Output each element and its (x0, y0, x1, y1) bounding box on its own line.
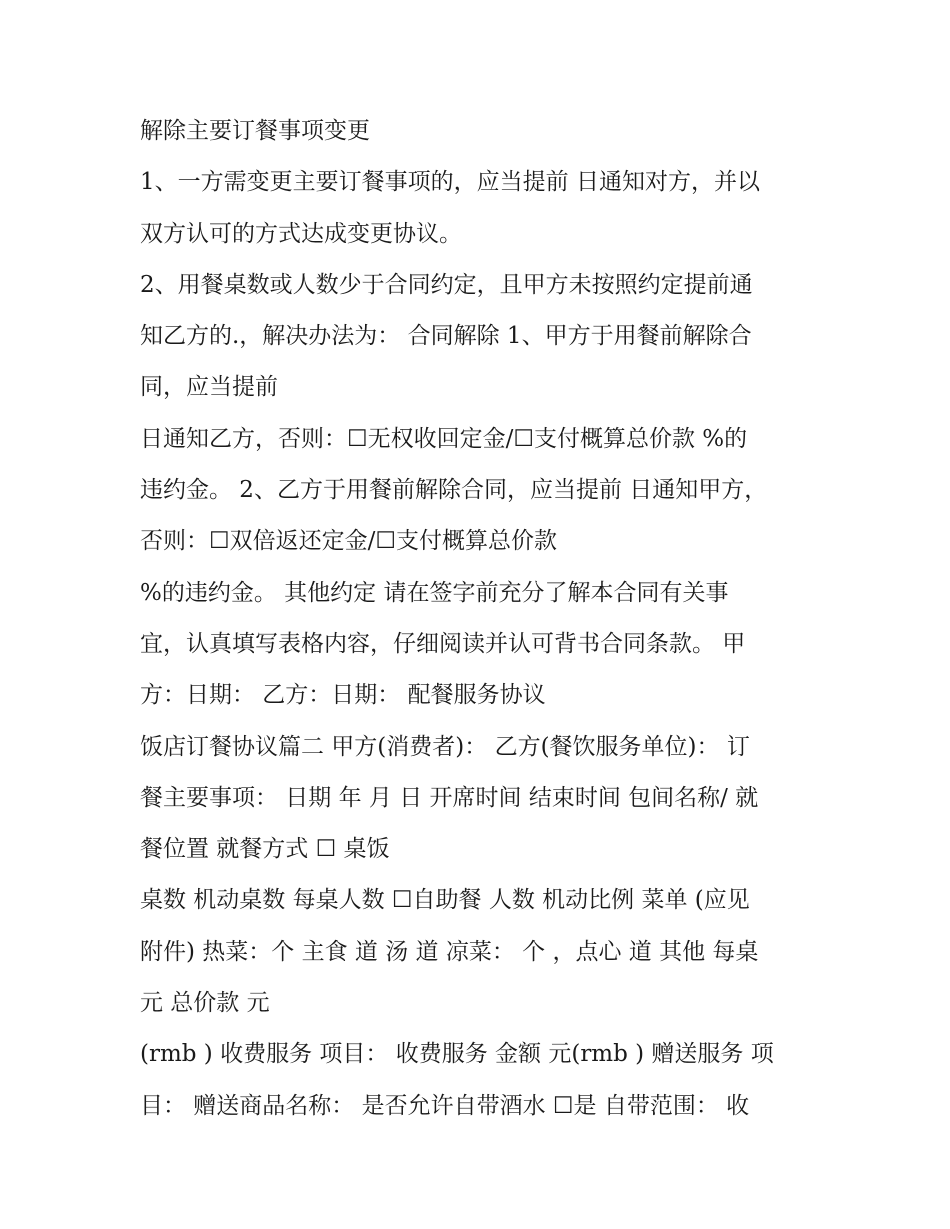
text-line: 附件) 热菜：个 主食 道 汤 道 凉菜： 个 ，点心 道 其他 每桌 (140, 938, 759, 965)
text-line: 1、一方需变更主要订餐事项的，应当提前 日通知对方，并以 (140, 169, 760, 196)
text-line: 饭店订餐协议篇二 甲方(消费者)： 乙方(餐饮服务单位)： 订 (140, 733, 750, 760)
text-line: 餐位置 就餐方式 ☐ 桌饭 (140, 836, 390, 863)
text-line: 桌数 机动桌数 每桌人数 ☐自助餐 人数 机动比例 菜单 (应见 (140, 887, 750, 914)
text-line: 双方认可的方式达成变更协议。 (140, 220, 462, 247)
text-line: 方：日期： 乙方：日期： 配餐服务协议 (140, 682, 546, 709)
text-line: 否则：☐双倍返还定金/☐支付概算总价款 (140, 528, 557, 555)
text-line: 日通知乙方，否则：☐无权收回定金/☐支付概算总价款 %的 (140, 425, 748, 452)
text-line: 元 总价款 元 (140, 990, 270, 1017)
text-line: 2、用餐桌数或人数少于合同约定，且甲方未按照约定提前通 (140, 271, 753, 298)
text-line: 目： 赠送商品名称： 是否允许自带酒水 ☐是 自带范围： 收 (140, 1092, 750, 1119)
section-heading: 解除主要订餐事项变更 (140, 118, 370, 144)
text-line: 宜，认真填写表格内容，仔细阅读并认可背书合同条款。 甲 (140, 630, 746, 657)
text-line: 知乙方的.，解决办法为： 合同解除 1、甲方于用餐前解除合 (140, 323, 752, 350)
text-line: %的违约金。 其他约定 请在签字前充分了解本合同有关事 (140, 579, 729, 606)
text-line: 同，应当提前 (140, 374, 278, 401)
text-line: 违约金。 2、乙方于用餐前解除合同，应当提前 日通知甲方， (140, 477, 768, 504)
text-line: (rmb ) 收费服务 项目： 收费服务 金额 元(rmb ) 赠送服务 项 (140, 1041, 774, 1068)
text-line: 餐主要事项： 日期 年 月 日 开席时间 结束时间 包间名称/ 就 (140, 784, 759, 811)
document-body (140, 106, 820, 1132)
